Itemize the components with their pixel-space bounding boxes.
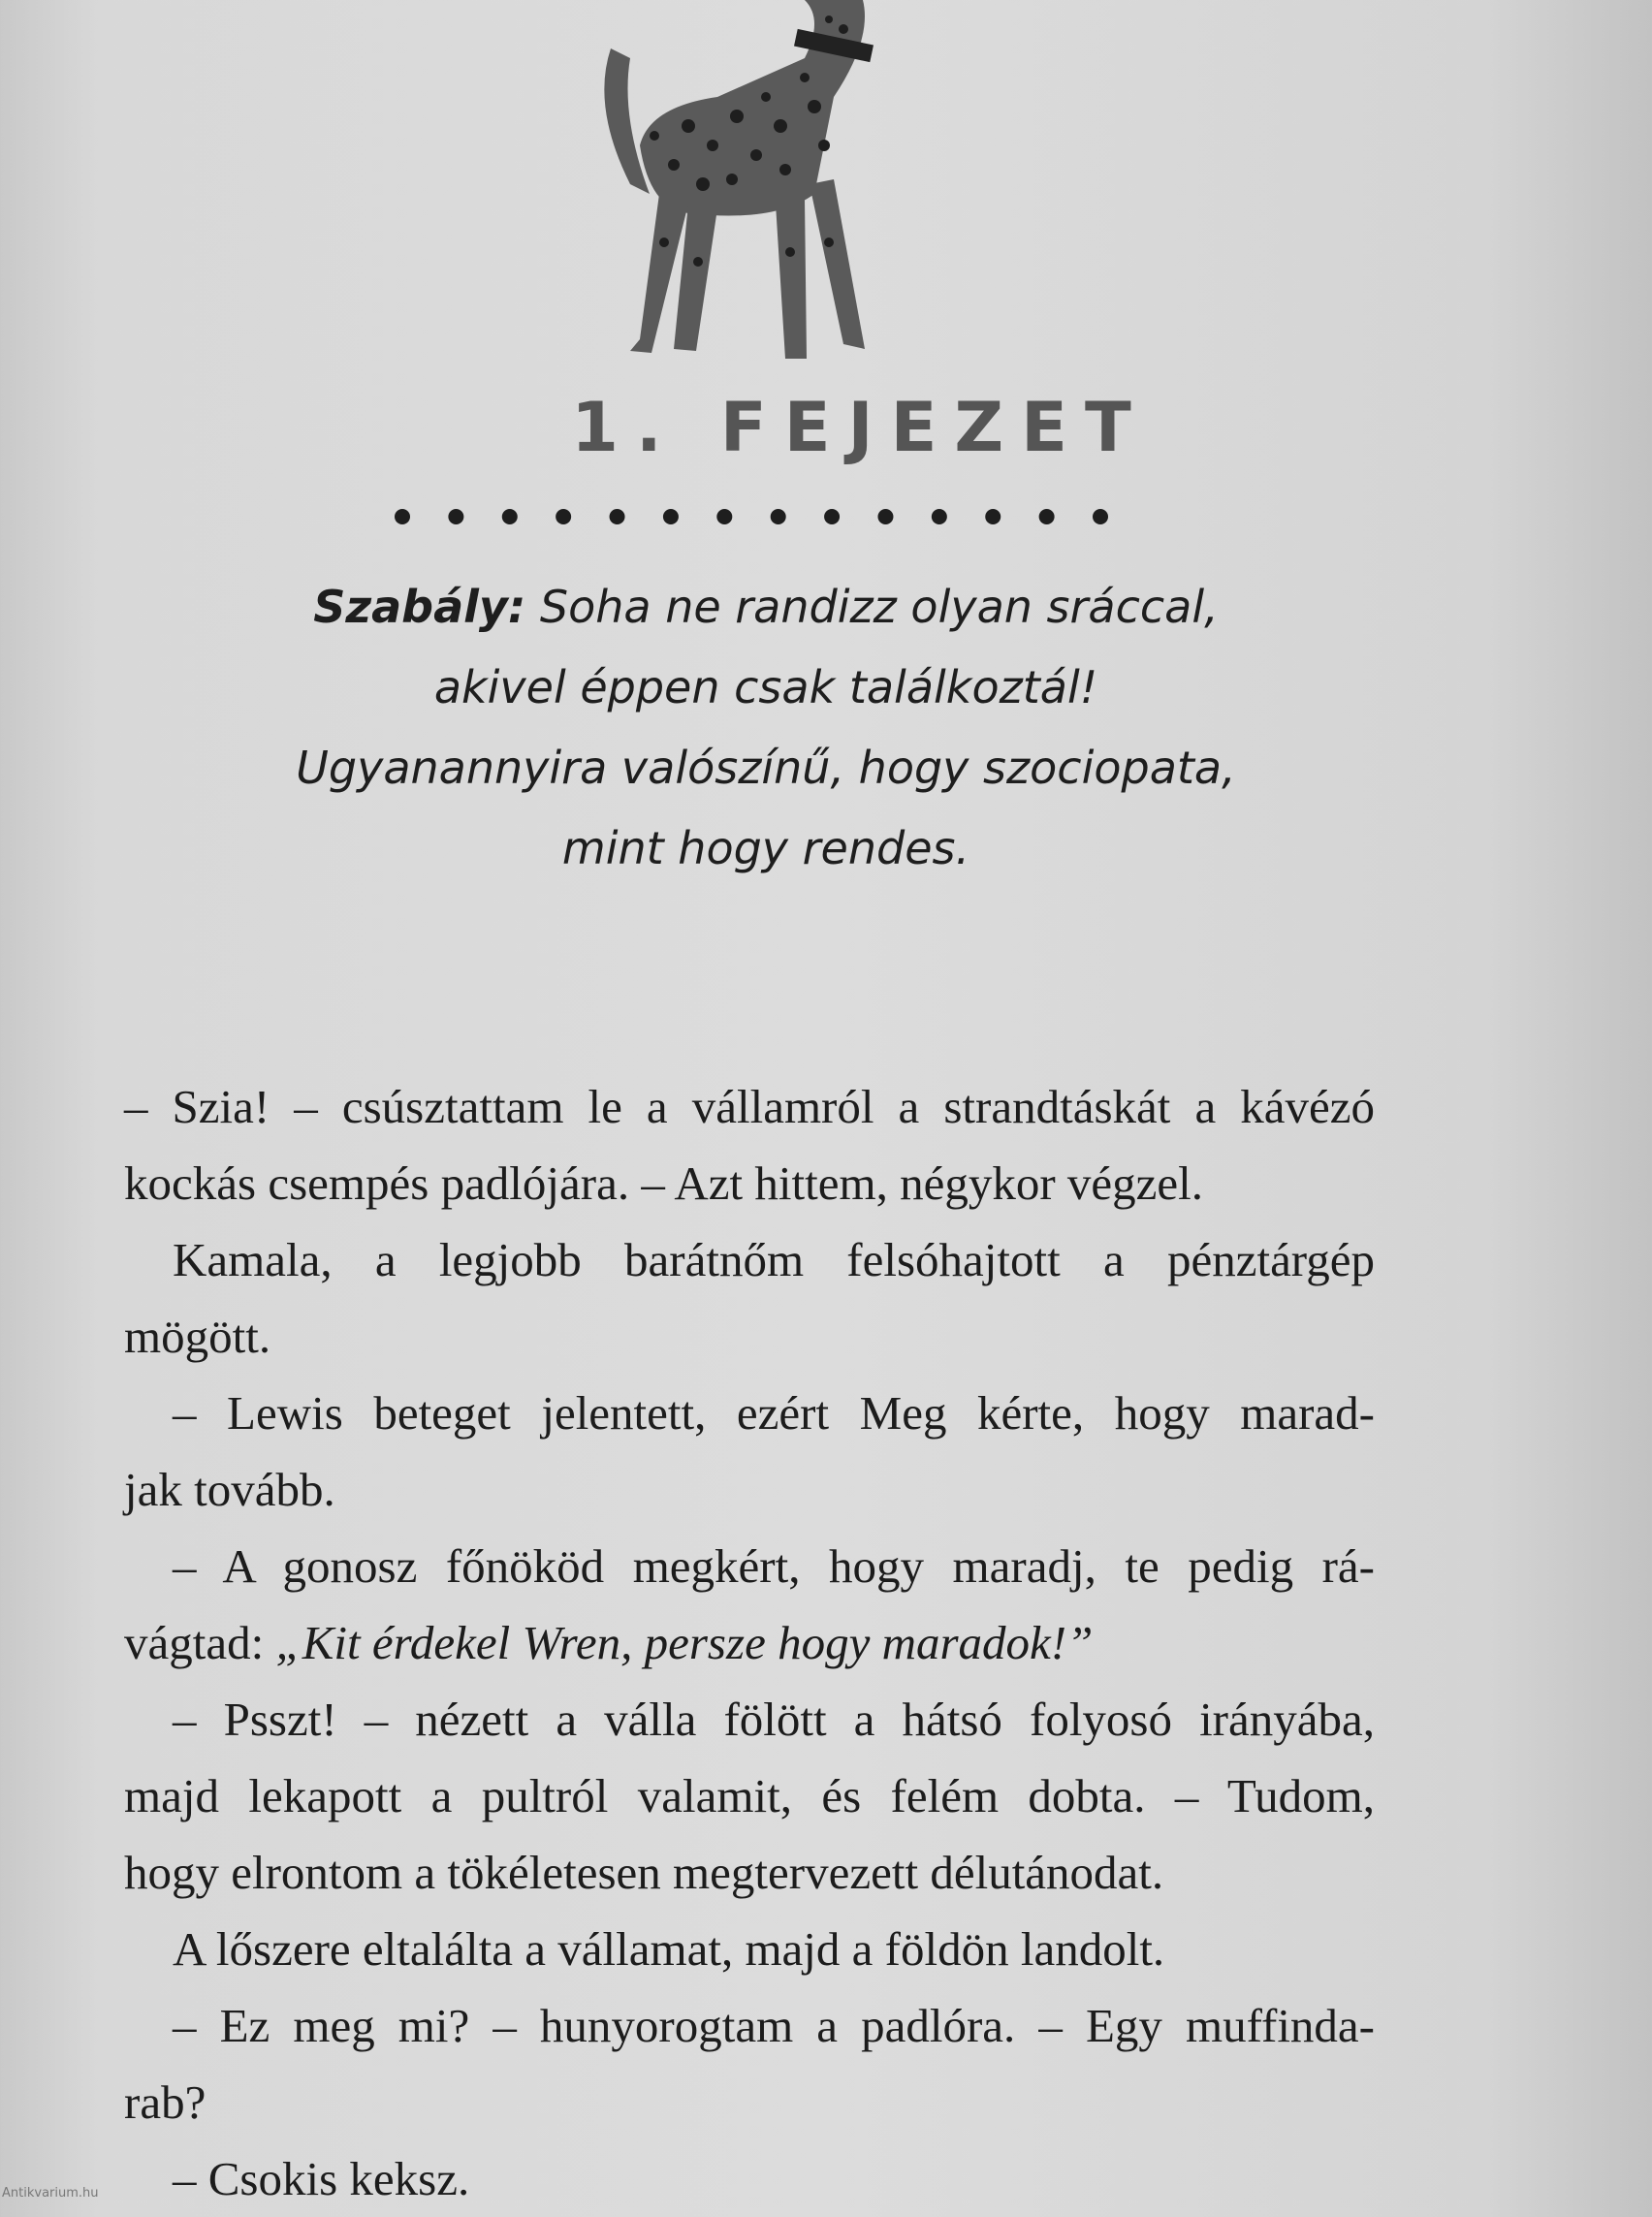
dalmatian-dog-icon (582, 0, 931, 378)
quoted-text: „Kit érdekel Wren, persze hogy maradok!” (275, 1616, 1094, 1669)
chapter-body-text (124, 1068, 1375, 2217)
chapter-epigraph (175, 567, 1357, 889)
divider-dot (771, 509, 786, 524)
divider-dot (663, 509, 679, 524)
text-line: – Csokis keksz. (173, 2152, 470, 2205)
divider-dot (1093, 509, 1108, 524)
decorative-dot-divider (393, 502, 1110, 531)
divider-dot (716, 509, 732, 524)
text-line: – Ez meg mi? – hunyorogtam a padlóra. – Egy muffinda- (173, 1999, 1375, 2052)
chapter-title: 1. FEJEZET (571, 388, 1149, 467)
epigraph-line: mint hogy rendes. (561, 822, 970, 874)
text-line: majd lekapott a pultról valamit, és felém dobta. – Tudom, (124, 1769, 1375, 1822)
divider-dot (502, 509, 518, 524)
text-line: Kamala, a legjobb barátnőm felsóhajtott a pénztárgép (173, 1233, 1375, 1286)
text-line: – Psszt! – nézett a válla fölött a hátsó folyosó irányába, (173, 1693, 1375, 1746)
divider-dot (448, 509, 463, 524)
divider-dot (556, 509, 571, 524)
text-line: rab? (124, 2075, 206, 2129)
text-line: A lőszere eltalálta a vállamat, majd a földön landolt. (173, 1922, 1165, 1976)
text-line: – Lewis beteget jelentett, ezért Meg kérte, hogy marad- (173, 1386, 1375, 1440)
divider-dot (395, 509, 410, 524)
epigraph-text: Soha ne randizz olyan sráccal, (525, 581, 1219, 633)
epigraph-line (175, 567, 1357, 648)
divider-dot (877, 509, 893, 524)
watermark: Antikvarium.hu (2, 2186, 99, 2201)
text-line: kockás csempés padlójára. – Azt hittem, négykor végzel. (124, 1156, 1204, 1210)
text-line: mögött. (124, 1310, 271, 1363)
epigraph-label: Szabály: (313, 581, 526, 633)
epigraph-line: akivel éppen csak találkoztál! (433, 661, 1098, 713)
divider-dot (1039, 509, 1055, 524)
text-line: jak tovább. (124, 1463, 335, 1516)
text-segment: vágtad: (124, 1616, 276, 1669)
text-line: – Szia! – csúsztattam le a vállamról a strandtáskát a kávézó (124, 1080, 1375, 1133)
text-line: hogy elrontom a tökéletesen megtervezett délutánodat. (124, 1846, 1164, 1899)
epigraph-line: Ugyanannyira valószínű, hogy szociopata, (296, 742, 1236, 794)
divider-dot (932, 509, 947, 524)
divider-dot (824, 509, 840, 524)
divider-dot (985, 509, 1001, 524)
text-line: – A gonosz főnököd megkért, hogy maradj, te pedig rá- (173, 1539, 1375, 1593)
divider-dot (610, 509, 625, 524)
text-line (124, 1604, 1375, 1681)
